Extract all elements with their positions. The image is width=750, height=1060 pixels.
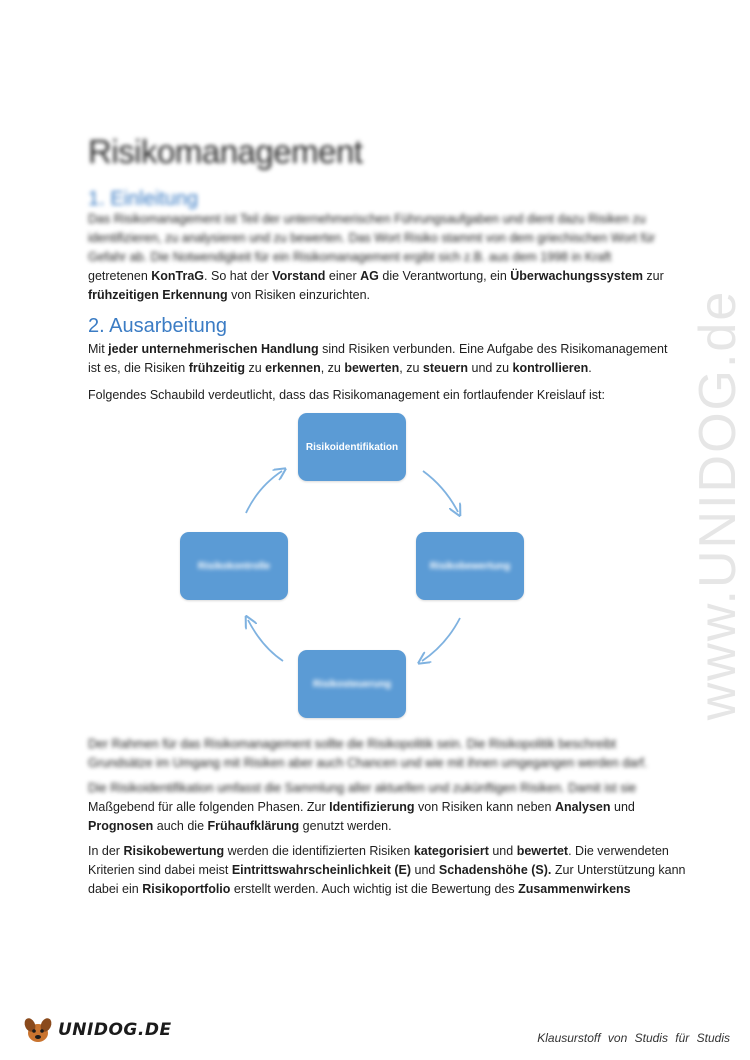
footer-tagline: Klausurstoff von Studis für Studis	[537, 1031, 730, 1045]
logo-text: UNIDOG.DE	[58, 1020, 172, 1040]
blurred-line: Gefahr ab. Die Notwendigkeit für ein Risikomanagement ergibt sich z.B. aus dem 1998 in Kraft	[88, 250, 612, 264]
identification-paragraph	[88, 779, 668, 836]
blurred-line: identifizieren, zu analysieren und zu bewerten. Das Wort Risiko stammt von dem griechischen Wort für	[88, 231, 656, 245]
footer-logo[interactable]	[22, 1015, 172, 1045]
node-risikobewertung: Risikobewertung	[416, 532, 524, 600]
dog-mascot-icon	[22, 1015, 54, 1045]
text-line: dabei ein Risikoportfolio erstellt werden. Auch wichtig ist die Bewertung des Zusammenwirkens	[88, 882, 631, 896]
text-line: ist es, die Risiken frühzeitig zu erkennen, zu bewerten, zu steuern und zu kontrollieren.	[88, 361, 592, 375]
text-line: In der Risikobewertung werden die identifizierten Risiken kategorisiert und bewertet. Die verwendeten	[88, 844, 669, 858]
text-line: Kriterien sind dabei meist Eintrittswahrscheinlichkeit (E) und Schadenshöhe (S). Zur Unterstützung kann	[88, 863, 686, 877]
arrow-bottom-to-left	[248, 620, 283, 661]
watermark: www.UNIDOG.de	[689, 289, 747, 721]
section2-paragraph	[88, 340, 668, 378]
text-line: getretenen KonTraG. So hat der Vorstand einer AG die Verantwortung, ein Überwachungssystem zur	[88, 269, 664, 283]
node-risikokontrolle: Risikokontrolle	[180, 532, 288, 600]
evaluation-paragraph	[88, 842, 686, 899]
risk-cycle-diagram	[150, 405, 570, 725]
policy-paragraph	[88, 735, 668, 773]
arrow-left-to-top	[246, 471, 282, 513]
arrow-top-to-right	[423, 471, 458, 512]
text-line: Folgendes Schaubild verdeutlicht, dass das Risikomanagement ein fortlaufender Kreislauf ist:	[88, 388, 605, 402]
section1-paragraph	[88, 210, 668, 305]
page-title: Risikomanagement	[88, 133, 363, 170]
text-line: Maßgebend für alle folgenden Phasen. Zur Identifizierung von Risiken kann neben Analysen und	[88, 800, 635, 814]
blurred-line: Das Risikomanagement ist Teil der unternehmerischen Führungsaufgaben und dient dazu Risiken zu	[88, 212, 646, 226]
blurred-line: Der Rahmen für das Risikomanagement sollte die Risikopolitik sein. Die Risikopolitik beschreibt	[88, 737, 617, 751]
text-line: Prognosen auch die Frühaufklärung genutzt werden.	[88, 819, 392, 833]
blurred-line: Grundsätze im Umgang mit Risiken aber auch Chancen und wie mit ihnen umgegangen werden darf.	[88, 756, 648, 770]
node-risikosteuerung: Risikosteuerung	[298, 650, 406, 718]
text-line: Mit jeder unternehmerischen Handlung sind Risiken verbunden. Eine Aufgabe des Risikomanagement	[88, 342, 668, 356]
section-heading-einleitung: 1. Einleitung	[88, 188, 199, 210]
node-risikoidentifikation: Risikoidentifikation	[298, 413, 406, 481]
arrow-right-to-bottom	[422, 618, 460, 661]
section-heading-ausarbeitung: 2. Ausarbeitung	[88, 315, 227, 337]
diagram-intro	[88, 386, 668, 405]
blurred-line: Die Risikoidentifikation umfasst die Sammlung aller aktuellen und zukünftigen Risiken. Damit ist sie	[88, 781, 637, 795]
text-line: frühzeitigen Erkennung von Risiken einzurichten.	[88, 288, 371, 302]
